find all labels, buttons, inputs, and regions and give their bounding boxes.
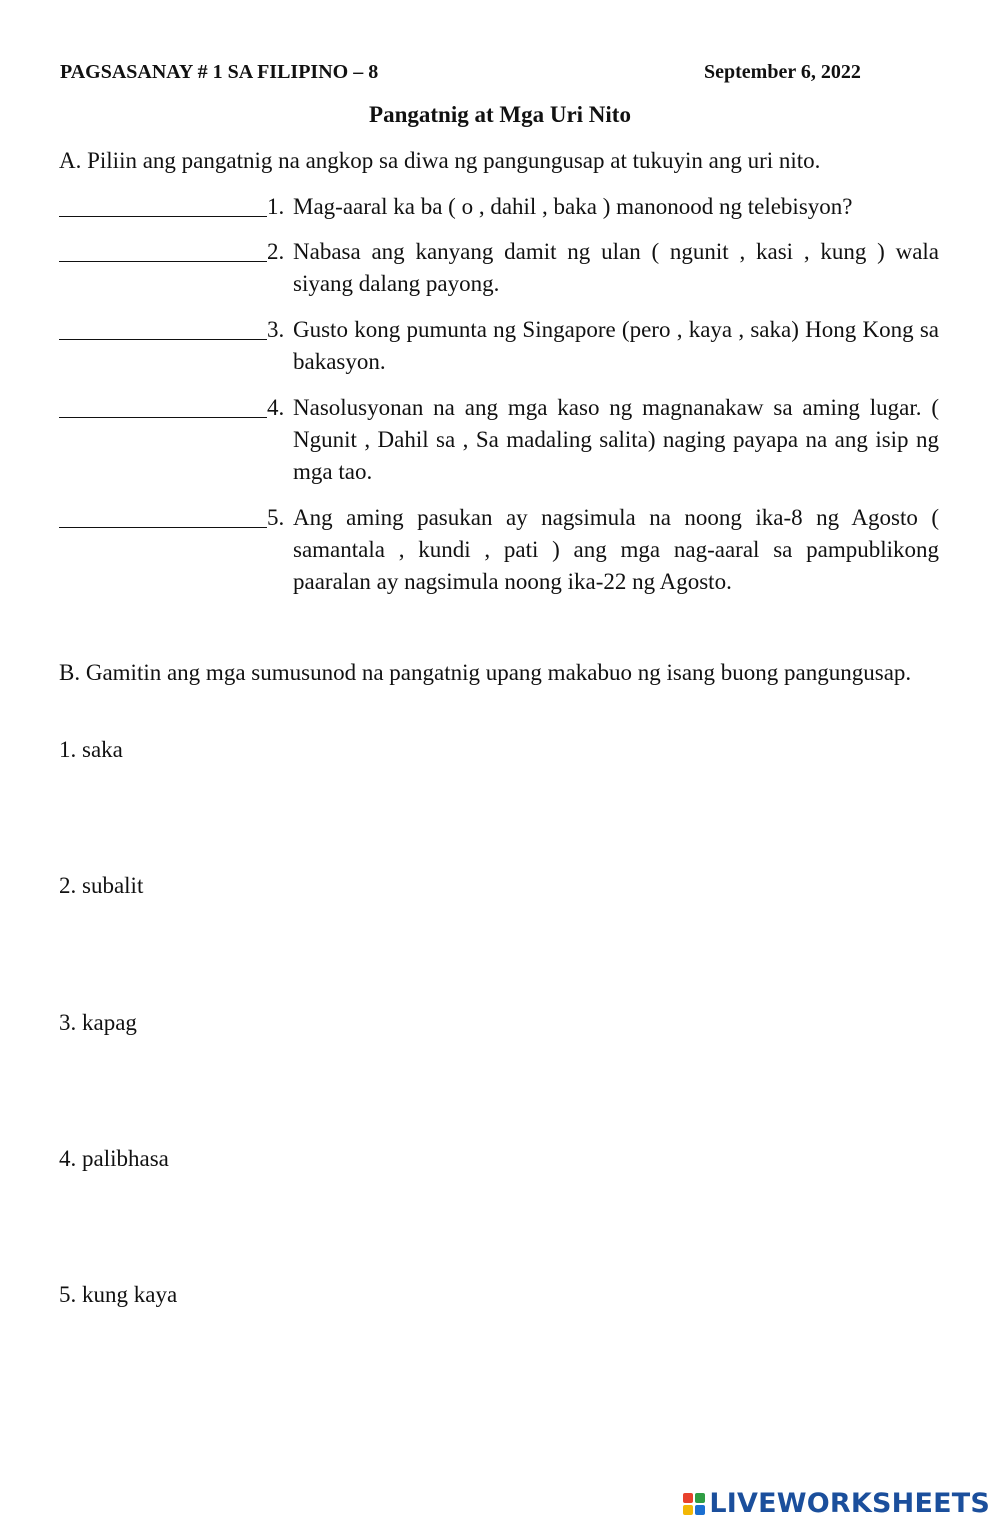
question-number: 4. <box>267 395 285 420</box>
part-b-item-2: 2. subalit <box>59 873 144 898</box>
question-item-3 <box>59 314 939 378</box>
question-text: Nasolusyonan na ang mga kaso ng magnanakaw sa aming lugar. ( Ngunit , Dahil sa , Sa madaling salita) naging payapa na ang isip ng mga tao. <box>293 395 939 484</box>
part-b-item-3: 3. kapag <box>59 1010 137 1035</box>
liveworksheets-logo <box>683 1488 990 1519</box>
page-title: Pangatnig at Mga Uri Nito <box>369 102 631 127</box>
part-a-instruction: A. Piliin ang pangatnig na angkop sa diwa ng pangungusap at tukuyin ang uri nito. <box>59 148 821 173</box>
question-item-2 <box>59 236 939 300</box>
question-item-5 <box>59 502 939 598</box>
question-text: Ang aming pasukan ay nagsimula na noong ika-8 ng Agosto ( samantala , kundi , pati ) ang mga nag-aaral sa pampublikong paaralan ay nagsimula noong ika-22 ng Agosto. <box>293 505 939 594</box>
answer-blank[interactable] <box>59 236 267 262</box>
question-text: Mag-aaral ka ba ( o , dahil , baka ) manonood ng telebisyon? <box>293 194 853 219</box>
question-number: 3. <box>267 317 285 342</box>
part-b-instruction: B. Gamitin ang mga sumusunod na pangatnig upang makabuo ng isang buong pangungusap. <box>59 660 912 685</box>
answer-blank[interactable] <box>59 314 267 340</box>
answer-blank[interactable] <box>59 502 267 528</box>
answer-blank[interactable] <box>59 392 267 418</box>
question-text: Gusto kong pumunta ng Singapore (pero , kaya , saka) Hong Kong sa bakasyon. <box>293 317 939 374</box>
worksheet-header-left: PAGSASANAY # 1 SA FILIPINO – 8 <box>60 61 379 83</box>
logo-mark-icon <box>683 1493 705 1515</box>
brand-name: LIVEWORKSHEETS <box>709 1488 990 1519</box>
question-text: Nabasa ang kanyang damit ng ulan ( ngunit , kasi , kung ) wala siyang dalang payong. <box>293 239 939 296</box>
question-item-1 <box>59 191 939 223</box>
question-number: 1. <box>267 194 285 219</box>
question-number: 5. <box>267 505 285 530</box>
question-number: 2. <box>267 239 285 264</box>
part-b-item-5: 5. kung kaya <box>59 1282 178 1307</box>
part-b-item-4: 4. palibhasa <box>59 1146 169 1171</box>
worksheet-date: September 6, 2022 <box>704 61 861 83</box>
answer-blank[interactable] <box>59 191 267 217</box>
question-item-4 <box>59 392 939 488</box>
part-b-item-1: 1. saka <box>59 737 123 762</box>
